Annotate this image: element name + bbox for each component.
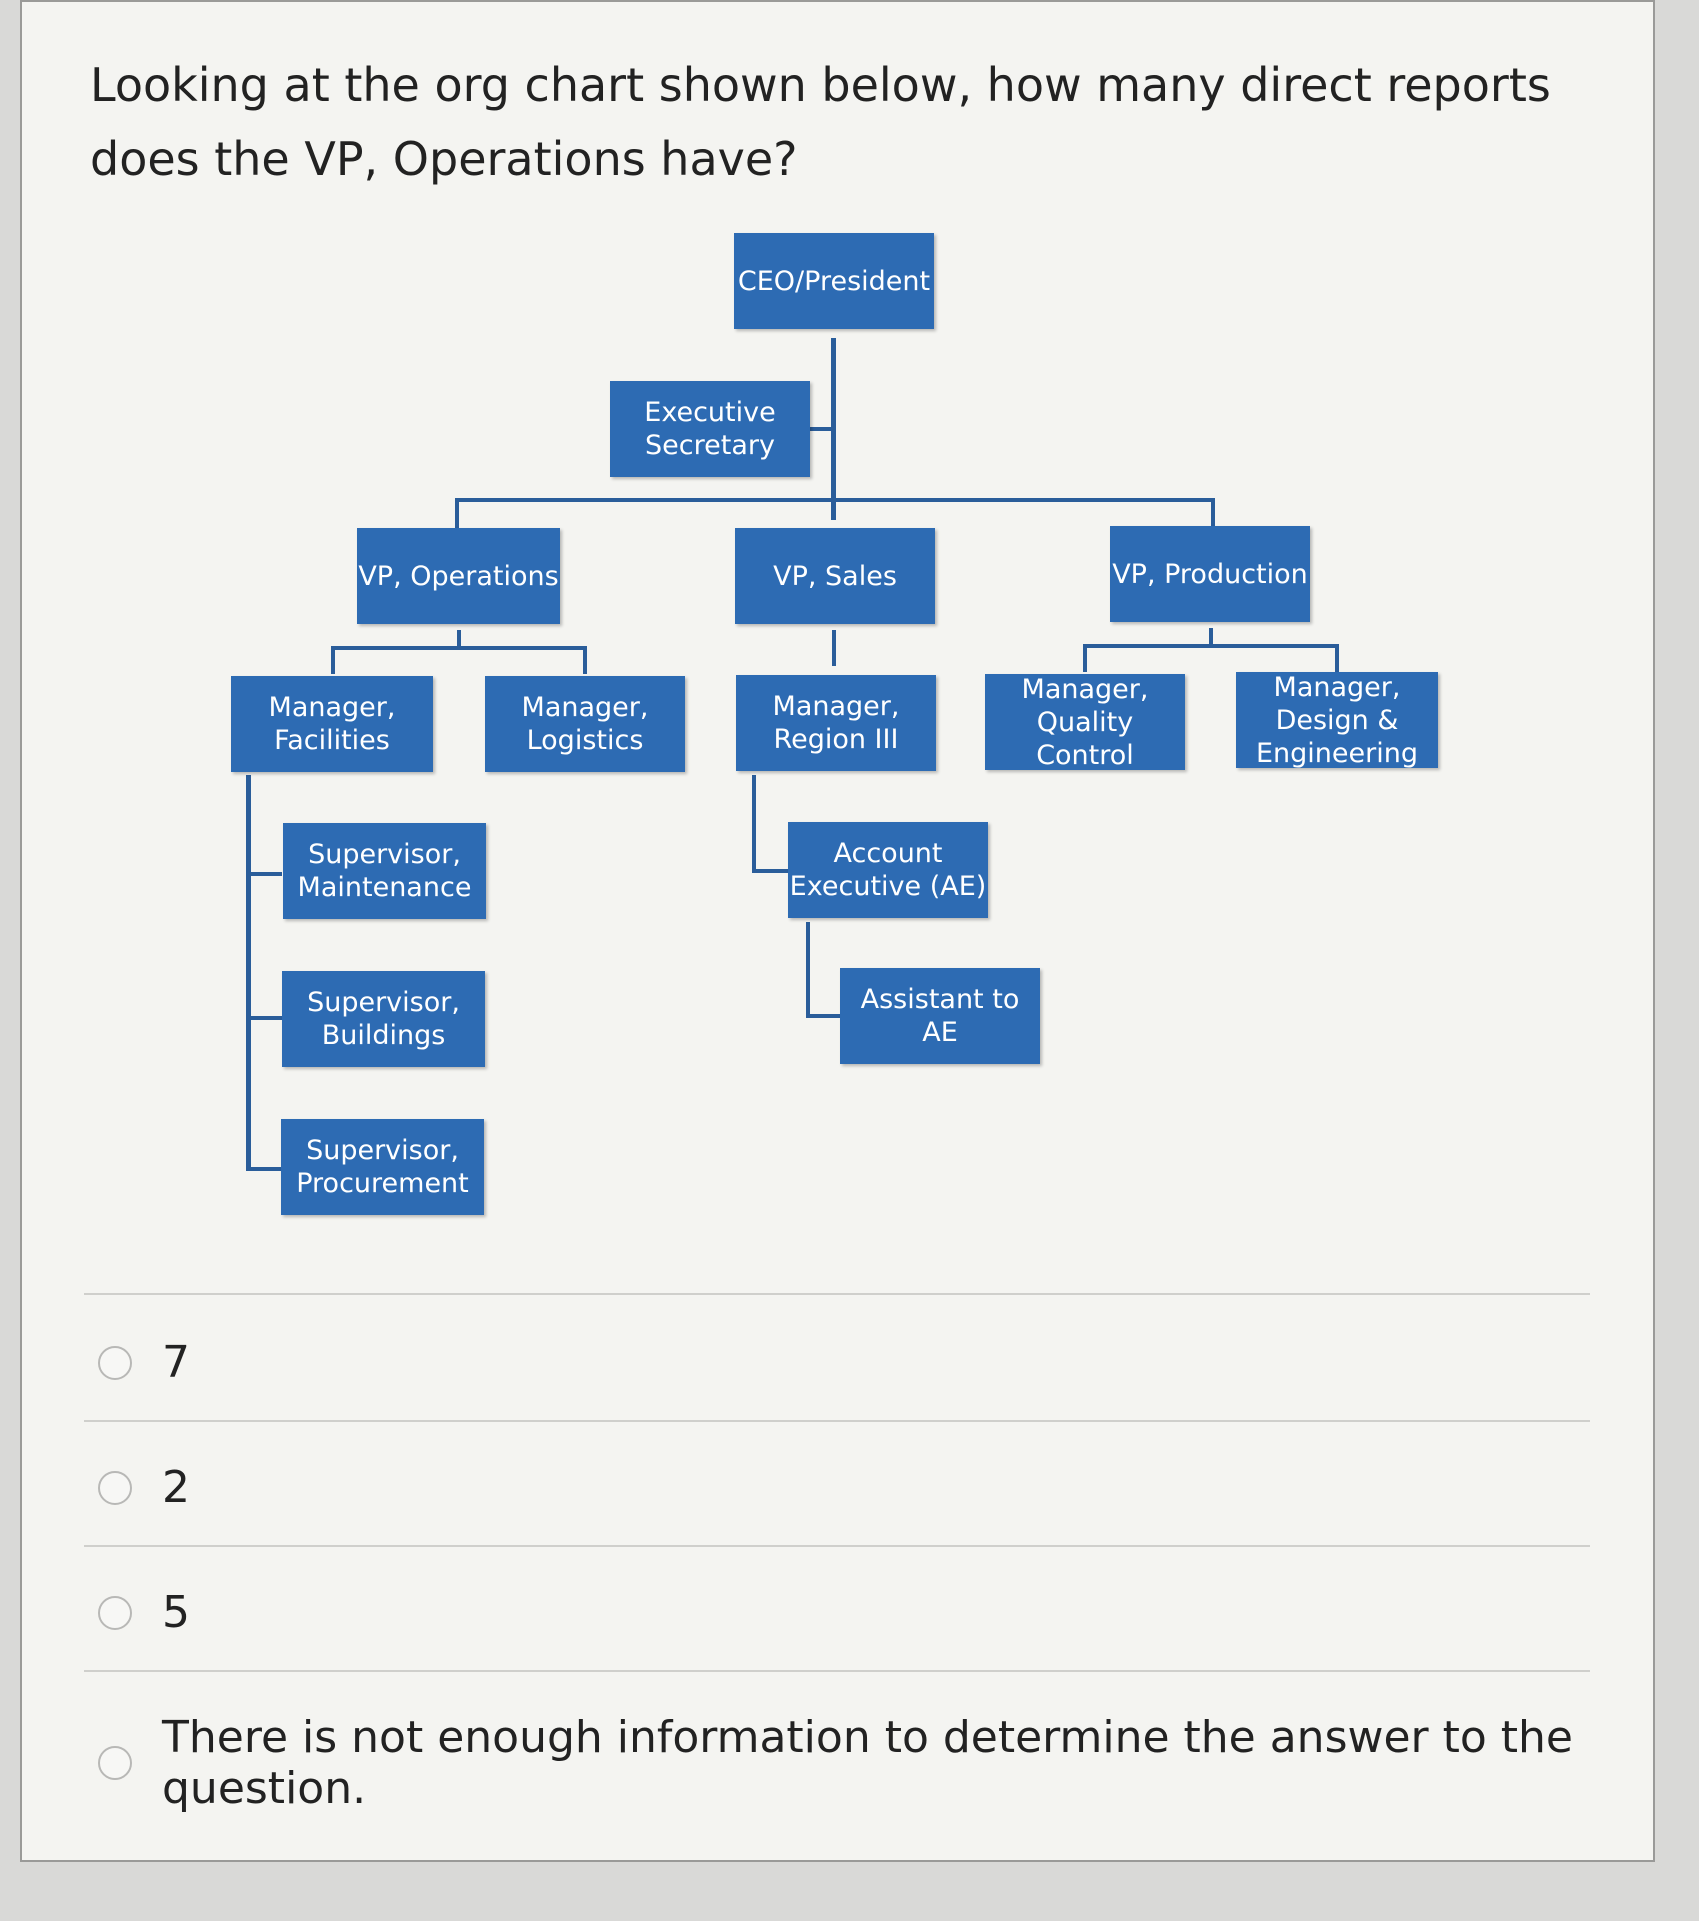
radio-button[interactable]	[98, 1346, 132, 1380]
connector-ae-branch	[752, 869, 788, 873]
node-ceo-president: CEO/President	[734, 233, 934, 329]
radio-button[interactable]	[98, 1471, 132, 1505]
connector-ops-left-drop	[331, 646, 335, 674]
connector-sales-stub	[832, 630, 836, 666]
connector-ae-trunk	[806, 922, 810, 1018]
option-label: 2	[162, 1462, 190, 1513]
node-supervisor-maintenance: Supervisor, Maintenance	[283, 823, 486, 919]
divider	[84, 1420, 1590, 1422]
connector-vp-ops-drop	[455, 498, 459, 528]
node-vp-sales: VP, Sales	[735, 528, 935, 624]
node-vp-production: VP, Production	[1110, 526, 1310, 622]
option-label: 5	[162, 1587, 190, 1638]
question-text: Looking at the org chart shown below, how many direct reports does the VP, Operations have?	[90, 58, 1551, 186]
option-2[interactable]	[98, 1462, 190, 1513]
connector-assistant-branch	[806, 1014, 840, 1018]
connector-facilities-trunk	[246, 775, 251, 1171]
option-label: 7	[162, 1337, 190, 1388]
option-5[interactable]	[98, 1587, 190, 1638]
node-manager-logistics: Manager, Logistics	[485, 676, 685, 772]
node-supervisor-procurement: Supervisor, Procurement	[281, 1119, 484, 1215]
node-assistant-to-ae: Assistant to AE	[840, 968, 1040, 1064]
connector-prod-horizontal	[1083, 644, 1339, 648]
node-executive-secretary: Executive Secretary	[610, 381, 810, 477]
connector-region-trunk	[752, 775, 756, 873]
node-vp-operations: VP, Operations	[357, 528, 560, 624]
divider	[84, 1545, 1590, 1547]
node-manager-quality-control: Manager, Quality Control	[985, 674, 1185, 770]
node-manager-facilities: Manager, Facilities	[231, 676, 433, 772]
node-manager-design-engineering: Manager, Design & Engineering	[1236, 672, 1438, 768]
connector-secretary	[809, 427, 834, 431]
option-7[interactable]	[98, 1337, 190, 1388]
node-manager-region-iii: Manager, Region III	[736, 675, 936, 771]
connector-maintenance-branch	[246, 872, 282, 876]
radio-button[interactable]	[98, 1596, 132, 1630]
connector-buildings-branch	[246, 1016, 282, 1020]
radio-button[interactable]	[98, 1746, 132, 1780]
connector-vp-prod-drop	[1211, 498, 1215, 528]
connector-ops-horizontal	[331, 646, 587, 650]
option-not-enough-info[interactable]	[98, 1712, 1699, 1814]
node-account-executive: Account Executive (AE)	[788, 822, 988, 918]
connector-ops-right-drop	[583, 646, 587, 674]
divider	[84, 1670, 1590, 1672]
connector-vp-horizontal	[455, 498, 1215, 502]
divider	[84, 1293, 1590, 1295]
node-supervisor-buildings: Supervisor, Buildings	[282, 971, 485, 1067]
connector-prod-left-drop	[1083, 644, 1087, 672]
connector-procurement-branch	[246, 1167, 282, 1171]
option-label: There is not enough information to determine the answer to the question.	[162, 1712, 1573, 1814]
connector-prod-right-drop	[1335, 644, 1339, 672]
